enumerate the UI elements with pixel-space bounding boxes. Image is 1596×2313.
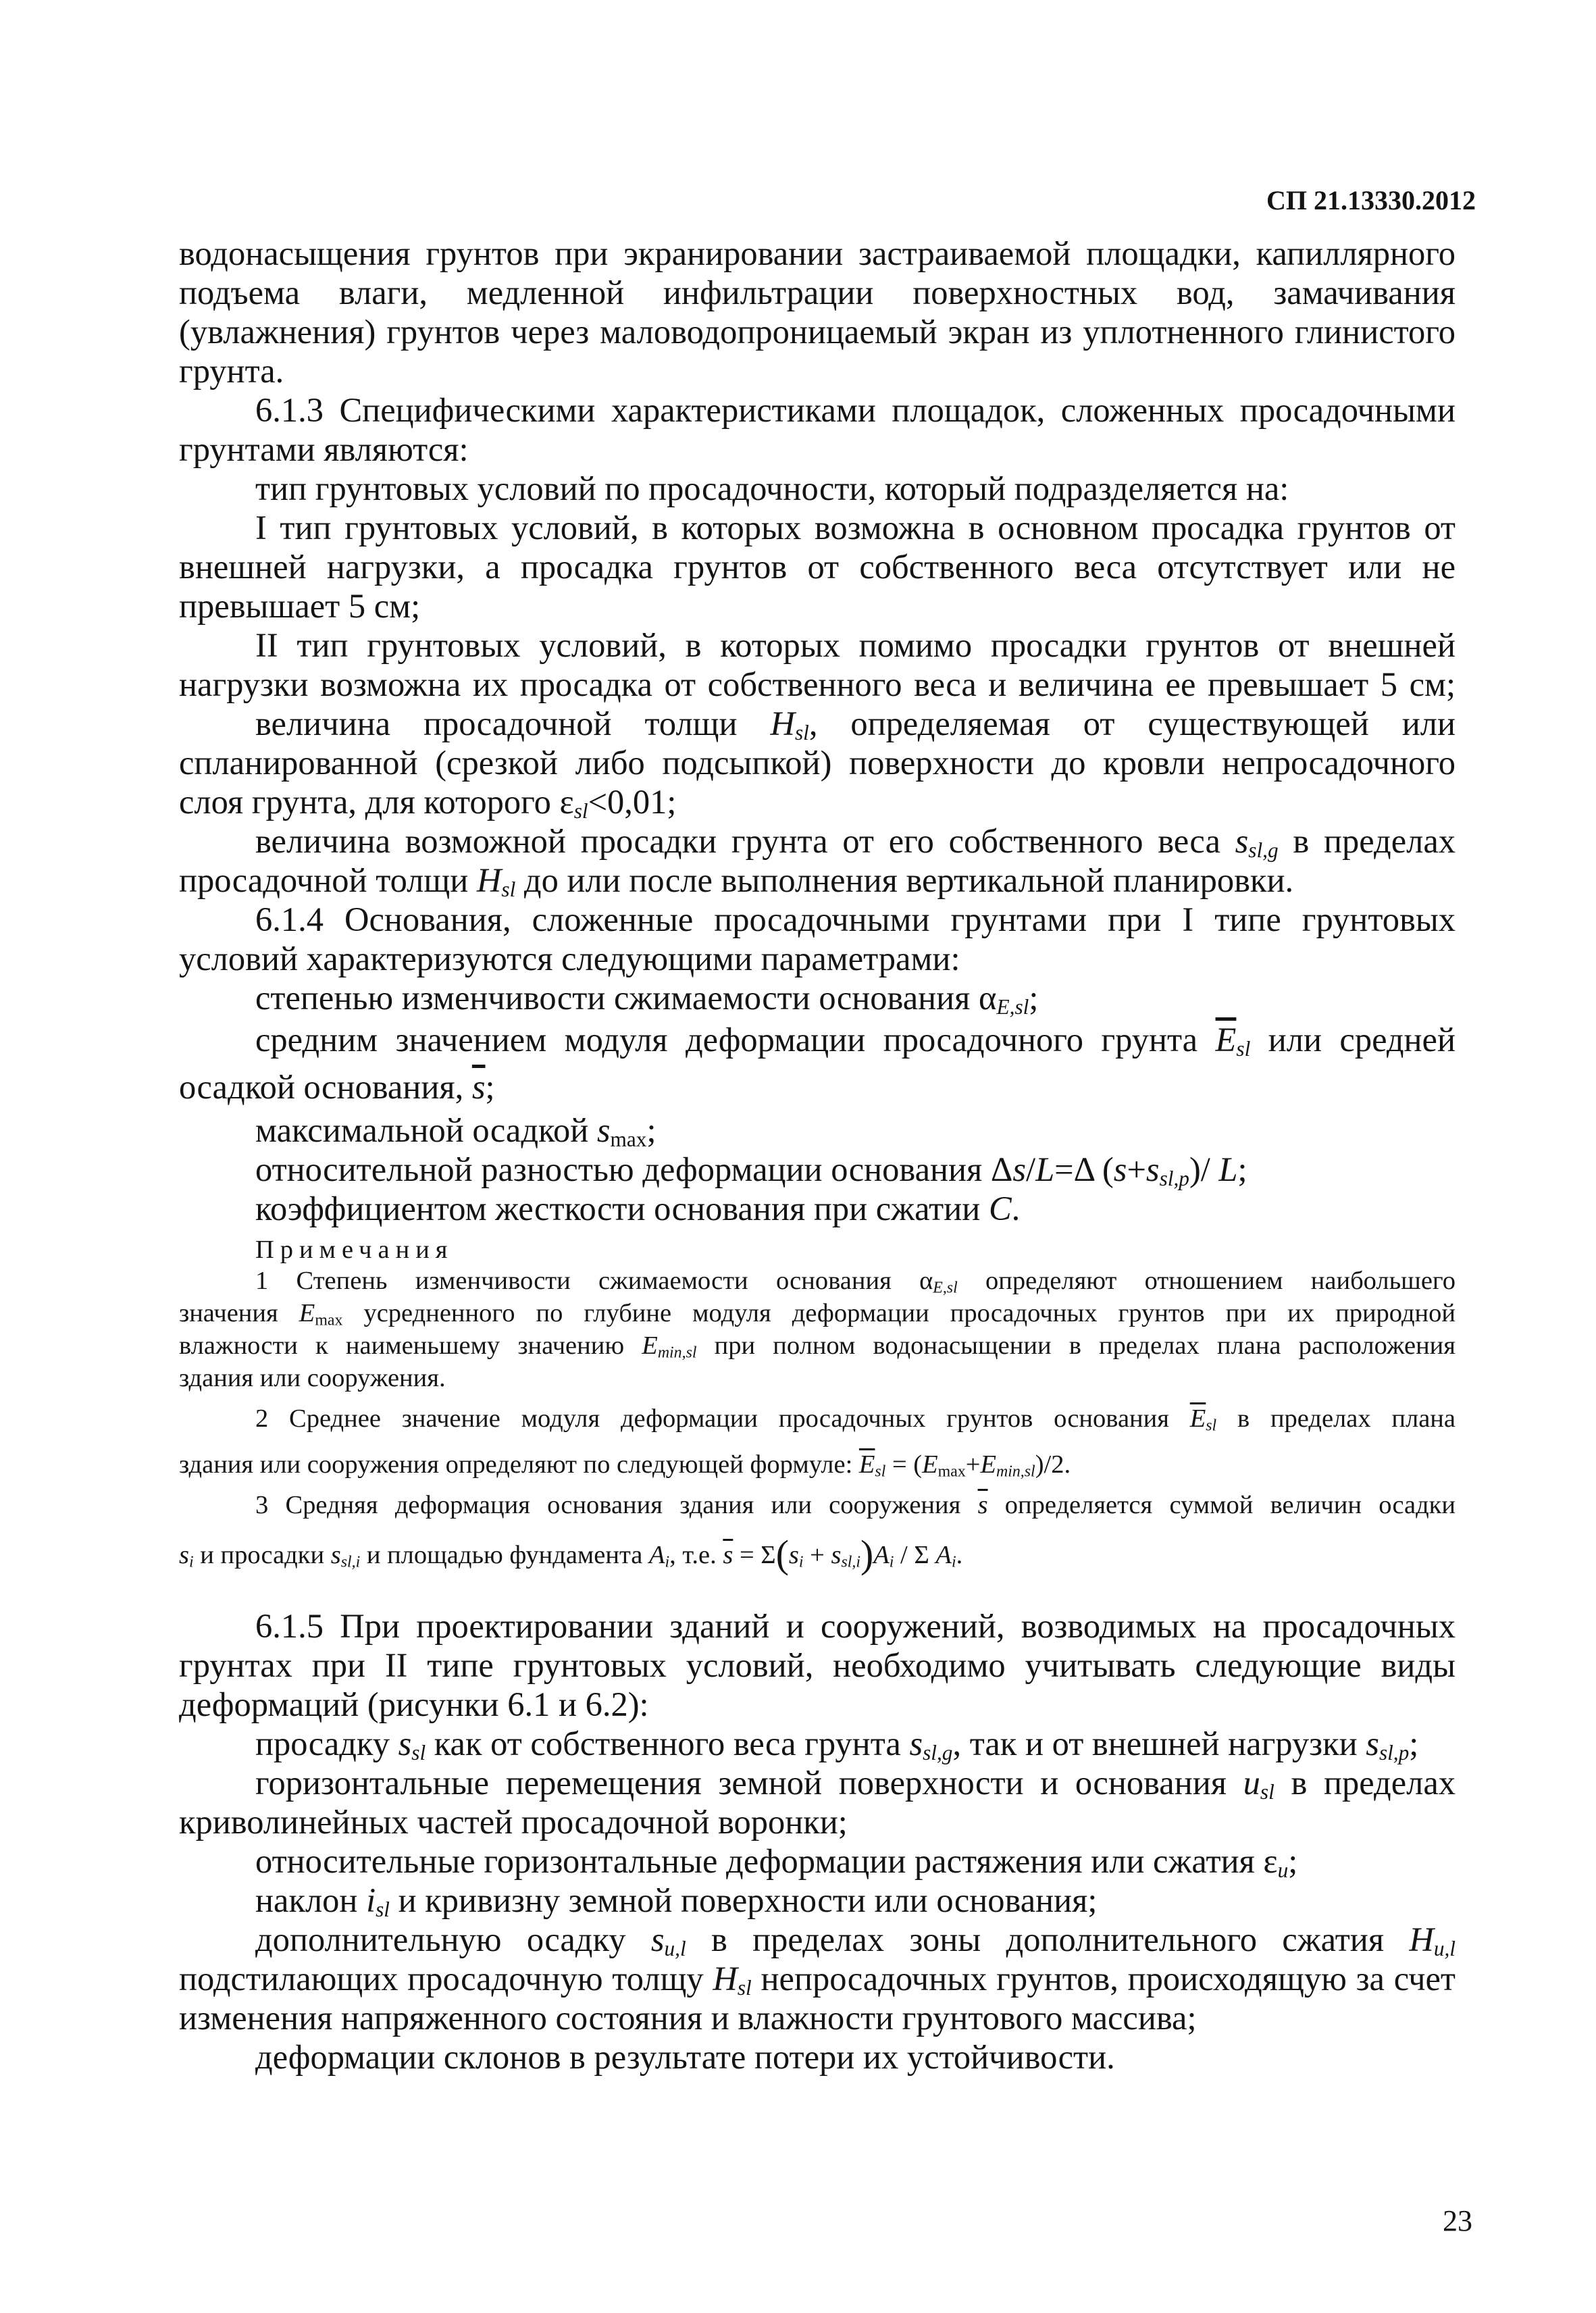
formula-h-ul: $H_{u,l}$: [1409, 1921, 1456, 1960]
text-line: криволинейных частей просадочной воронки;: [179, 1803, 848, 1841]
text-line: относительной разностью деформации основания Δs/L=Δ $(s+s_{sl,p})/$ L;: [255, 1150, 1247, 1190]
formula-e-max: $E_{max}$: [299, 1299, 343, 1329]
text-line: I тип грунтовых условий, в которых возможна в основном просадка грунтов от: [255, 509, 1456, 547]
note-line: 3 Средняя деформация основания здания или сооружения $\overline{s}$ определяется суммой величин осадки: [255, 1491, 1456, 1519]
text-line: грунта.: [179, 352, 284, 390]
clause-6-1-3: 6.1.3 Специфическими характеристиками площадок, сложенных просадочными: [255, 391, 1456, 429]
text-line: просадочной толщи $H_{sl}$ до или после выполнения вертикальной планировки.: [179, 861, 1294, 901]
formula-a-i: $A_i$: [649, 1541, 670, 1571]
text-line: величина просадочной толщи $H_{sl}$, определяемая от существующей или: [255, 705, 1456, 744]
text-line: водонасыщения грунтов при экранировании застраиваемой площадки, капиллярного: [179, 234, 1456, 272]
formula-eps-u: $\varepsilon_u$: [1263, 1842, 1289, 1882]
text-line: относительные горизонтальные деформации растяжения или сжатия $\varepsilon_u$;: [255, 1842, 1298, 1882]
document-code-header: СП 21.13330.2012: [1266, 185, 1476, 215]
text-line: подъема влаги, медленной инфильтрации поверхностных вод, замачивания: [179, 274, 1456, 311]
text-line: изменения напряженного состояния и влажности грунтового массива;: [179, 1999, 1197, 2037]
text-line: осадкой основания, $\overline{s}$;: [179, 1068, 495, 1106]
text-line: спланированной (срезкой либо подсыпкой) поверхности до кровли непросадочного: [179, 744, 1456, 782]
note-line: здания или сооружения определяют по следующей формуле: $\overline{E}_{sl} = (E_{max}+E_{min,sl})/2$.: [179, 1450, 1071, 1481]
text-line: максимальной осадкой $s_{max}$;: [255, 1111, 657, 1151]
formula-s-ul: $s_{u,l}$: [650, 1921, 686, 1960]
page-number: 23: [1443, 2204, 1472, 2237]
clause-6-1-4: 6.1.4 Основания, сложенные просадочными грунтами при I типе грунтовых: [255, 900, 1456, 938]
text-line: грунтами являются:: [179, 430, 469, 468]
formula-s-mean-sum: $\overline{s} = \Sigma(s_i + s_{sl,i})A_i / \Sigma$ $A_i$: [723, 1533, 956, 1576]
note-line: $s_i$ и просадки $s_{sl,i}$ и площадью фундамента $A_i$, т.е. $\overline{s} = \Sigma(s_i + s_{sl,i})A_i / \Sigma$ $A_i$.: [179, 1533, 963, 1576]
text-line: подстилающих просадочную толщу $H_{sl}$ непросадочных грунтов, происходящую за счет: [179, 1960, 1456, 2000]
formula-c: C: [988, 1190, 1012, 1227]
formula-s-bar: $\overline{s}$: [977, 1491, 988, 1519]
text-line: (увлажнения) грунтов через маловодопроницаемый экран из уплотненного глинистого: [179, 313, 1456, 351]
formula-e-sl-bar: $\overline{E}_{sl}$: [1189, 1404, 1217, 1435]
formula-s-sl: $s_{sl}$: [398, 1725, 426, 1764]
note-line: 1 Степень изменчивости сжимаемости основания $\alpha_{E,sl}$ определяют отношением наибольшего: [255, 1267, 1456, 1297]
formula-hsl: $H_{sl}$: [713, 1960, 752, 2000]
formula-alpha-esl: $\alpha_{E,sl}$: [919, 1267, 958, 1297]
text-line: нагрузки возможна их просадка от собственного веса и величина ее превышает 5 см;: [179, 665, 1456, 703]
formula-hsl: $H_{sl}$: [476, 861, 516, 901]
text-line: деформации склонов в результате потери их устойчивости.: [255, 2038, 1115, 2076]
text-line: горизонтальные перемещения земной поверхности и основания $u_{sl}$ в пределах: [255, 1764, 1456, 1804]
note-line: влажности к наименьшему значению $E_{min,sl}$ при полном водонасыщении в пределах плана расположения: [179, 1331, 1456, 1362]
note-line: 2 Среднее значение модуля деформации просадочных грунтов основания $\overline{E}_{sl}$ в пределах плана: [255, 1404, 1456, 1435]
formula-i-sl: $i_{sl}$: [366, 1881, 390, 1921]
text-line: величина возможной просадки грунта от его собственного веса $s_{sl,g}$ в пределах: [255, 822, 1456, 862]
formula-e-sl-bar: $\overline{E}_{sl}$: [1215, 1021, 1251, 1061]
formula-s-slg: $s_{sl,g}$: [909, 1725, 953, 1764]
text-line: тип грунтовых условий по просадочности, который подразделяется на:: [255, 469, 1289, 507]
text-line: степенью изменчивости сжимаемости основания $\alpha_{E,sl}$;: [255, 979, 1039, 1019]
formula-e-min-sl: $E_{min,sl}$: [642, 1331, 697, 1362]
text-line: просадку $s_{sl}$ как от собственного веса грунта $s_{sl,g}$, так и от внешней нагрузки $s_{sl,p}$;: [255, 1725, 1419, 1764]
clause-6-1-5: 6.1.5 При проектировании зданий и сооружений, возводимых на просадочных: [255, 1607, 1456, 1645]
formula-hsl: $H_{sl}$: [770, 705, 809, 744]
formula-u-sl: $u_{sl}$: [1243, 1764, 1275, 1804]
text-line: деформаций (рисунки 6.1 и 6.2):: [179, 1685, 649, 1723]
text-line: превышает 5 см;: [179, 587, 421, 625]
text-line: наклон $i_{sl}$ и кривизну земной поверхности или основания;: [255, 1881, 1098, 1921]
formula-alpha-esl: $\alpha_{E,sl}$: [979, 979, 1029, 1019]
notes-heading: Примечания: [255, 1236, 454, 1264]
formula-delta-s-l: Δs/L=Δ $(s+s_{sl,p})/$ L: [990, 1150, 1238, 1190]
formula-s-sl-i: $s_{sl,i}$: [330, 1541, 361, 1571]
text-line: средним значением модуля деформации просадочного грунта $\overline{E}_{sl}$ или средней: [255, 1021, 1456, 1061]
text-line: условий характеризуются следующими параметрами:: [179, 940, 960, 977]
formula-e-sl-mean: $\overline{E}_{sl} = (E_{max}+E_{min,sl})$: [858, 1450, 1044, 1481]
text-line: грунтах при II типе грунтовых условий, необходимо учитывать следующие виды: [179, 1646, 1456, 1684]
formula-s-max: $s_{max}$: [596, 1111, 647, 1151]
formula-eps-sl: $\varepsilon_{sl}$: [559, 783, 588, 823]
formula-s-i: $s_i$: [179, 1541, 194, 1571]
text-line: II тип грунтовых условий, в которых помимо просадки грунтов от внешней: [255, 626, 1456, 664]
text-line: дополнительную осадку $s_{u,l}$ в пределах зоны дополнительного сжатия $H_{u,l}$: [255, 1921, 1456, 1960]
formula-s-slg: $s_{sl,g}$: [1235, 822, 1279, 862]
formula-s-bar: $\overline{s}$: [471, 1068, 486, 1106]
text-line: коэффициентом жесткости основания при сжатии C.: [255, 1190, 1021, 1227]
note-line: значения $E_{max}$ усредненного по глубине модуля деформации просадочных грунтов при их природной: [179, 1299, 1456, 1329]
formula-s-slp: $s_{sl,p}$: [1366, 1725, 1410, 1764]
text-line: внешней нагрузки, а просадка грунтов от собственного веса отсутствует или не: [179, 548, 1456, 586]
text-line: слоя грунта, для которого $\varepsilon_{sl}<0,01$;: [179, 783, 677, 823]
note-line: здания или сооружения.: [179, 1364, 446, 1392]
